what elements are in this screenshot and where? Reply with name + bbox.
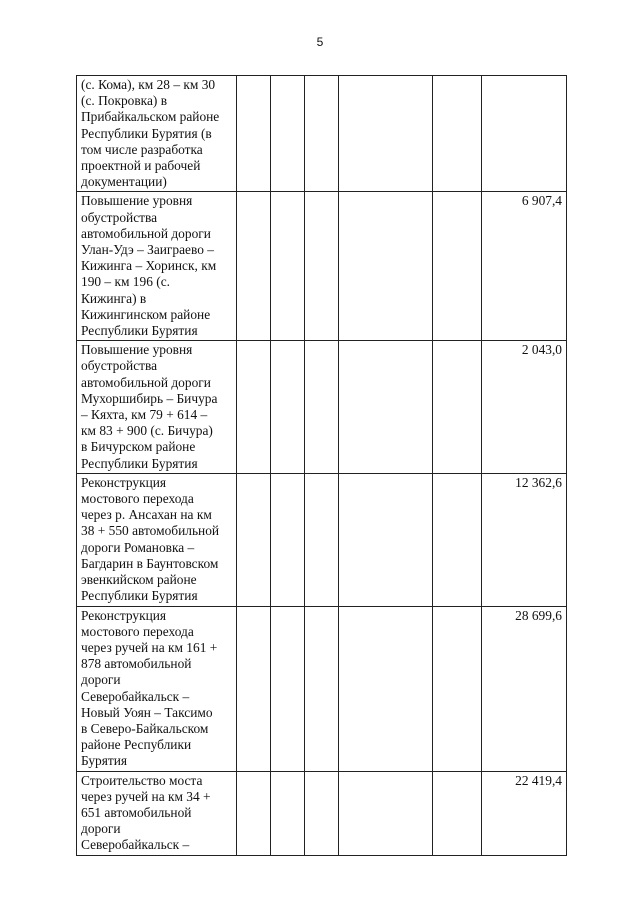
empty-cell <box>271 192 305 341</box>
empty-cell <box>305 473 339 606</box>
empty-cell <box>271 473 305 606</box>
project-description-cell <box>77 341 237 474</box>
empty-cell <box>237 473 271 606</box>
empty-cell <box>237 771 271 855</box>
empty-cell <box>305 341 339 474</box>
description-line: Повышение уровня <box>81 342 193 358</box>
description-line: через ручей на км 34 + <box>81 788 211 804</box>
description-line: Новый Уоян – Таксимо <box>81 704 213 720</box>
amount-cell <box>482 76 567 192</box>
description-line: – Кяхта, км 79 + 614 – <box>81 407 208 423</box>
empty-cell <box>339 76 433 192</box>
empty-cell <box>433 473 482 606</box>
table-row <box>77 76 567 192</box>
description-line: Северобайкальск – <box>81 688 190 704</box>
empty-cell <box>339 192 433 341</box>
description-line: 878 автомобильной <box>81 656 192 672</box>
description-line: обустройства <box>81 209 158 225</box>
table-row <box>77 771 567 855</box>
empty-cell <box>271 606 305 771</box>
empty-cell <box>339 771 433 855</box>
description-line: Реконструкция <box>81 474 167 490</box>
empty-cell <box>433 76 482 192</box>
description-line: через ручей на км 161 + <box>81 639 218 655</box>
table-body <box>77 76 567 856</box>
empty-cell <box>433 771 482 855</box>
amount-cell: 22 419,4 <box>482 771 567 855</box>
document-table <box>76 75 567 856</box>
empty-cell <box>305 76 339 192</box>
description-line: Республики Бурятия <box>81 588 198 604</box>
description-line: проектной и рабочей <box>81 158 201 174</box>
empty-cell <box>305 606 339 771</box>
empty-cell <box>339 341 433 474</box>
description-line: дороги <box>81 821 121 837</box>
description-line: Улан-Удэ – Заиграево – <box>81 242 214 258</box>
amount-cell: 6 907,4 <box>482 192 567 341</box>
description-line: том числе разработка <box>81 141 203 157</box>
description-line: в Бичурском районе <box>81 439 196 455</box>
empty-cell <box>339 473 433 606</box>
description-line: Прибайкальском районе <box>81 109 220 125</box>
description-line: Республики Бурятия <box>81 323 198 339</box>
description-line: районе Республики <box>81 737 192 753</box>
description-line: через р. Ансахан на км <box>81 507 212 523</box>
description-line: Реконструкция <box>81 607 167 623</box>
empty-cell <box>237 192 271 341</box>
amount-cell: 28 699,6 <box>482 606 567 771</box>
empty-cell <box>237 606 271 771</box>
description-line: автомобильной дороги <box>81 225 211 241</box>
empty-cell <box>339 606 433 771</box>
description-line: обустройства <box>81 358 158 374</box>
description-line: 38 + 550 автомобильной <box>81 523 220 539</box>
description-line: мостового перехода <box>81 623 194 639</box>
description-line: 190 – км 196 (с. <box>81 274 170 290</box>
empty-cell <box>433 341 482 474</box>
description-line: Багдарин в Баунтовском <box>81 555 219 571</box>
description-line: Мухоршибирь – Бичура <box>81 390 218 406</box>
project-description-cell <box>77 192 237 341</box>
empty-cell <box>237 341 271 474</box>
project-description-cell <box>77 473 237 606</box>
empty-cell <box>271 771 305 855</box>
empty-cell <box>305 192 339 341</box>
table-row <box>77 192 567 341</box>
description-line: 651 автомобильной <box>81 804 192 820</box>
description-line: Строительство моста <box>81 772 203 788</box>
table-row <box>77 606 567 771</box>
description-line: км 83 + 900 (с. Бичура) <box>81 423 213 439</box>
page-number: 5 <box>316 35 324 49</box>
empty-cell <box>237 76 271 192</box>
project-description-cell <box>77 606 237 771</box>
description-line: мостового перехода <box>81 491 194 507</box>
description-line: эвенкийском районе <box>81 572 197 588</box>
description-line: Кижингинском районе <box>81 306 211 322</box>
description-line: (с. Покровка) в <box>81 93 168 109</box>
description-line: дороги <box>81 672 121 688</box>
description-line: Северобайкальск – <box>81 837 190 853</box>
project-description-cell <box>77 76 237 192</box>
empty-cell <box>271 341 305 474</box>
amount-cell: 12 362,6 <box>482 473 567 606</box>
table-row <box>77 473 567 606</box>
description-line: автомобильной дороги <box>81 374 211 390</box>
description-line: Кижинга) в <box>81 290 147 306</box>
amount-cell: 2 043,0 <box>482 341 567 474</box>
description-line: Повышение уровня <box>81 193 193 209</box>
description-line: дороги Романовка – <box>81 539 195 555</box>
description-line: Республики Бурятия <box>81 455 198 471</box>
description-line: Республики Бурятия (в <box>81 125 212 141</box>
description-line: (с. Кома), км 28 – км 30 <box>81 77 216 92</box>
project-description-cell <box>77 771 237 855</box>
empty-cell <box>271 76 305 192</box>
table-row <box>77 341 567 474</box>
empty-cell <box>433 606 482 771</box>
empty-cell <box>305 771 339 855</box>
empty-cell <box>433 192 482 341</box>
description-line: в Северо-Байкальском <box>81 720 209 736</box>
description-line: Кижинга – Хоринск, км <box>81 258 217 274</box>
description-line: документации) <box>81 174 167 190</box>
description-line: Бурятия <box>81 753 128 769</box>
